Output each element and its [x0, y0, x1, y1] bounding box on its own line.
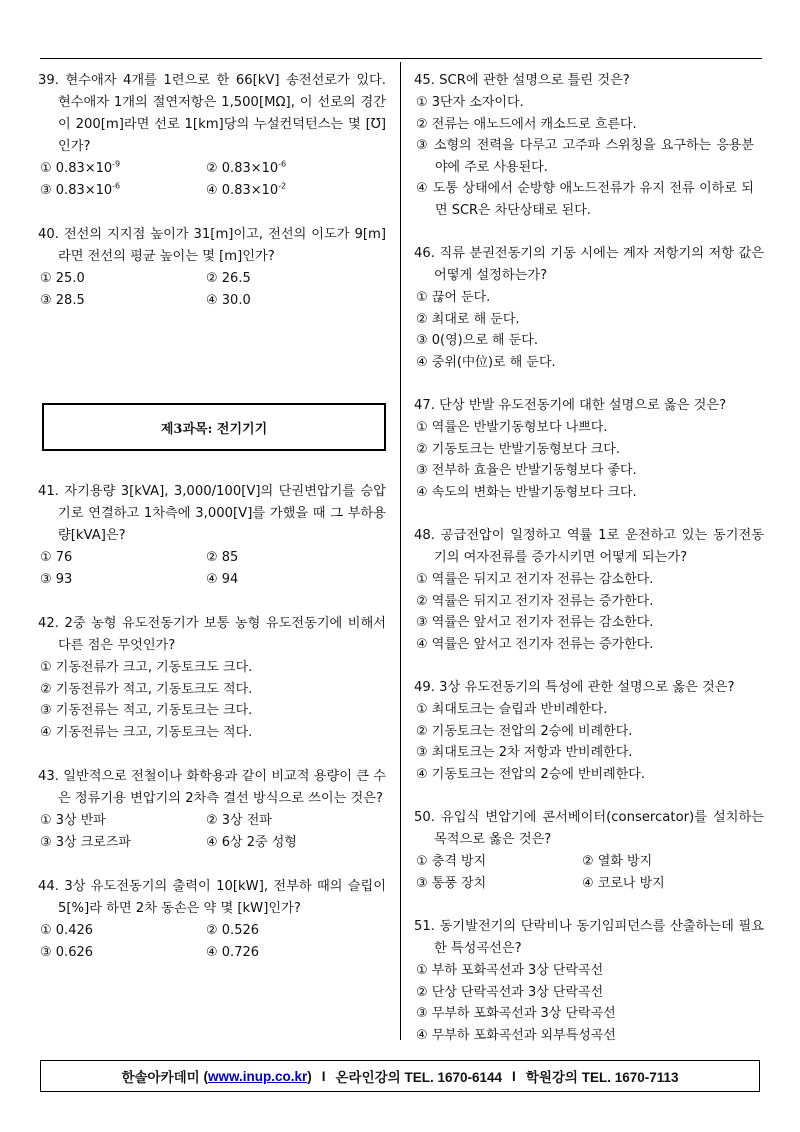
- question-51-option-3[interactable]: ③ 무부하 포화곡선과 3상 단락곡선: [416, 1006, 616, 1021]
- option-exponent: -2: [278, 181, 287, 191]
- question-42-option-4[interactable]: ④ 기동전류는 크고, 기동토크는 적다.: [40, 724, 253, 740]
- question-39-stem: 39. 현수애자 4개를 1련으로 한 66[kV] 송전선로가 있다. 현수애자 1개의 절연저항은 1,500[MΩ], 이 선로의 경간이 200[m]라면 선로 1[km]당의 누설컨덕턴스는 몇 [Ʊ]인가?: [38, 73, 386, 154]
- footer-url-link[interactable]: www.inup.co.kr: [207, 1068, 308, 1084]
- question-45-option-4[interactable]: ④ 도통 상태에서 순방향 애노드전류가 유지 전류 이하로 되면 SCR은 차단상태로 된다.: [416, 181, 754, 218]
- question-48-option-1[interactable]: ① 역률은 뒤지고 전기자 전류는 감소한다.: [416, 572, 654, 587]
- question-50-option-4[interactable]: ④ 코로나 방지: [582, 875, 665, 891]
- question-47-option-4[interactable]: ④ 속도의 변화는 반발기동형보다 크다.: [416, 484, 637, 500]
- question-49-stem: 49. 3상 유도전동기의 특성에 관한 설명으로 옳은 것은?: [414, 680, 735, 695]
- question-51-option-2[interactable]: ② 단상 단락곡선과 3상 단락곡선: [416, 984, 604, 1000]
- question-44-option-1[interactable]: ① 0.426: [40, 923, 94, 938]
- question-49: [414, 677, 764, 785]
- question-41-options-row2: [38, 569, 386, 591]
- question-43-stem: 43. 일반적으로 전철이나 화학용과 같이 비교적 용량이 큰 수은 정류기용 변압기의 2차측 결선 방식으로 쓰이는 것은?: [38, 769, 386, 806]
- question-47-option-3[interactable]: ③ 전부하 효율은 반발기동형보다 좋다.: [416, 463, 637, 478]
- question-47: [414, 395, 764, 503]
- option-base: ③ 0.83×10: [40, 182, 113, 198]
- question-39-options-row2: [38, 180, 386, 202]
- question-51-option-4[interactable]: ④ 무부하 포화곡선과 외부특성곡선: [416, 1027, 616, 1043]
- question-45-option-3[interactable]: ③ 소형의 전력을 다루고 고주파 스위칭을 요구하는 응용분야에 주로 사용된다.: [416, 138, 754, 175]
- question-39: [38, 70, 386, 201]
- footer-separator: I: [512, 1068, 516, 1084]
- footer-url-close-paren: ): [307, 1068, 312, 1084]
- question-47-option-1[interactable]: ① 역률은 반발기동형보다 나쁘다.: [416, 420, 608, 435]
- question-51-stem: 51. 동기발전기의 단락비나 동기임피던스를 산출하는데 필요한 특성곡선은?: [414, 919, 764, 956]
- question-44-stem: 44. 3상 유도전동기의 출력이 10[kW], 전부하 때의 슬립이 5[%]라 하면 2차 동손은 약 몇 [kW]인가?: [38, 879, 386, 916]
- question-41-option-1[interactable]: ① 76: [40, 550, 73, 565]
- question-43: [38, 766, 386, 853]
- question-41: [38, 481, 386, 590]
- question-48-option-2[interactable]: ② 역률은 뒤지고 전기자 전류는 증가한다.: [416, 593, 654, 609]
- question-49-option-2[interactable]: ② 기동토크는 전압의 2승에 비례한다.: [416, 723, 633, 739]
- question-39-option-4[interactable]: [206, 180, 386, 202]
- question-45: [414, 70, 764, 221]
- column-divider: [400, 62, 401, 1040]
- option-base: ① 0.83×10: [40, 161, 113, 176]
- question-49-option-4[interactable]: ④ 기동토크는 전압의 2승에 반비례한다.: [416, 766, 645, 782]
- question-46: [414, 243, 764, 373]
- question-51: [414, 916, 764, 1046]
- question-50-stem: 50. 유입식 변압기에 콘서베이터(consercator)를 설치하는 목적으로 옳은 것은?: [414, 810, 764, 847]
- question-43-option-1[interactable]: ① 3상 반파: [40, 813, 106, 828]
- question-43-option-2[interactable]: ② 3상 전파: [206, 813, 272, 828]
- question-40-option-4[interactable]: ④ 30.0: [206, 292, 251, 308]
- section-title: 제3과목: 전기기기: [160, 421, 268, 437]
- question-40-option-2[interactable]: ② 26.5: [206, 271, 251, 286]
- question-45-option-1[interactable]: ① 3단자 소자이다.: [416, 95, 524, 110]
- question-43-option-3[interactable]: ③ 3상 크로즈파: [40, 834, 131, 850]
- question-41-option-4[interactable]: ④ 94: [206, 571, 239, 587]
- question-44-option-4[interactable]: ④ 0.726: [206, 944, 260, 960]
- question-43-options-row2: [38, 832, 386, 854]
- question-46-option-3[interactable]: ③ 0(영)으로 해 둔다.: [416, 333, 538, 348]
- question-44-option-2[interactable]: ② 0.526: [206, 923, 260, 938]
- question-40-options-row1: [38, 268, 386, 290]
- question-49-option-1[interactable]: ① 최대토크는 슬립과 반비례한다.: [416, 702, 608, 717]
- footer-offline-phone: 학원강의 TEL. 1670-7113: [525, 1070, 679, 1085]
- question-40-option-1[interactable]: ① 25.0: [40, 271, 85, 286]
- question-43-option-4[interactable]: ④ 6상 2중 성형: [206, 834, 297, 850]
- question-42-stem: 42. 2중 농형 유도전동기가 보통 농형 유도전동기에 비해서 다른 점은 무엇인가?: [38, 616, 386, 653]
- question-50-options-row2: [414, 873, 764, 895]
- question-42-option-3[interactable]: ③ 기동전류는 적고, 기동토크는 크다.: [40, 703, 253, 718]
- question-49-option-3[interactable]: ③ 최대토크는 2차 저항과 반비례한다.: [416, 745, 633, 760]
- left-column: [38, 70, 386, 963]
- question-41-option-2[interactable]: ② 85: [206, 550, 239, 565]
- question-47-stem: 47. 단상 반발 유도전동기에 대한 설명으로 옳은 것은?: [414, 398, 727, 413]
- option-base: ④ 0.83×10: [206, 182, 279, 198]
- question-44: [38, 876, 386, 963]
- top-rule: [40, 58, 762, 59]
- question-42-option-1[interactable]: ① 기동전류가 크고, 기동토크도 크다.: [40, 660, 253, 675]
- question-46-option-1[interactable]: ① 끊어 둔다.: [416, 290, 491, 305]
- option-exponent: -6: [112, 181, 121, 191]
- question-45-stem: 45. SCR에 관한 설명으로 틀린 것은?: [414, 73, 630, 88]
- option-exponent: -9: [112, 159, 121, 169]
- footer-separator: I: [321, 1068, 326, 1084]
- footer-academy-name: 한솔아카데미: [121, 1070, 200, 1085]
- question-42: [38, 613, 386, 743]
- section-title-box: [42, 403, 386, 451]
- question-41-options-row1: [38, 547, 386, 569]
- question-40-options-row2: [38, 290, 386, 312]
- footer-online-phone: 온라인강의 TEL. 1670-6144: [335, 1070, 503, 1085]
- question-39-option-3[interactable]: [38, 180, 206, 202]
- right-column: [414, 70, 764, 1046]
- question-44-options-row1: [38, 920, 386, 942]
- question-43-options-row1: [38, 810, 386, 832]
- question-45-option-2[interactable]: ② 전류는 애노드에서 캐소드로 흐른다.: [416, 116, 637, 132]
- question-46-stem: 46. 직류 분권전동기의 기동 시에는 계자 저항기의 저항 값은 어떻게 설정하는가?: [414, 246, 764, 283]
- option-exponent: -6: [278, 159, 287, 169]
- question-48-stem: 48. 공급전압이 일정하고 역률 1로 운전하고 있는 동기전동기의 여자전류를 증가시키면 어떻게 되는가?: [414, 528, 764, 565]
- question-48-option-3[interactable]: ③ 역률은 앞서고 전기자 전류는 감소한다.: [416, 615, 654, 630]
- question-46-option-4[interactable]: ④ 중위(中位)로 해 둔다.: [416, 354, 556, 370]
- question-48: [414, 525, 764, 655]
- question-50-options-row1: [414, 851, 764, 873]
- question-44-options-row2: [38, 942, 386, 964]
- option-base: ② 0.83×10: [206, 161, 279, 176]
- question-41-stem: 41. 자기용량 3[kVA], 3,000/100[V]의 단권변압기를 승압기로 연결하고 1차측에 3,000[V]를 가했을 때 그 부하용량[kVA]은?: [38, 484, 386, 543]
- question-50-option-3[interactable]: ③ 통풍 장치: [416, 875, 487, 891]
- question-44-option-3[interactable]: ③ 0.626: [40, 944, 94, 960]
- question-40: [38, 224, 386, 311]
- question-50-option-1[interactable]: ① 충격 방지: [416, 854, 487, 869]
- question-50-option-2[interactable]: ② 열화 방지: [582, 854, 653, 869]
- question-50: [414, 807, 764, 894]
- question-46-option-2[interactable]: ② 최대로 해 둔다.: [416, 311, 520, 327]
- footer-url-open-paren: (: [199, 1068, 208, 1084]
- question-41-option-3[interactable]: ③ 93: [40, 571, 73, 587]
- footer-banner: [40, 1060, 760, 1092]
- question-39-option-2[interactable]: [206, 158, 386, 180]
- question-39-option-1[interactable]: [38, 158, 206, 180]
- question-42-option-2[interactable]: ② 기동전류가 적고, 기동토크도 적다.: [40, 681, 253, 697]
- question-47-option-2[interactable]: ② 기동토크는 반발기동형보다 크다.: [416, 441, 620, 457]
- question-51-option-1[interactable]: ① 부하 포화곡선과 3상 단락곡선: [416, 963, 604, 978]
- question-40-option-3[interactable]: ③ 28.5: [40, 292, 85, 308]
- question-39-options-row1: [38, 158, 386, 180]
- question-40-stem: 40. 전선의 지지점 높이가 31[m]이고, 전선의 이도가 9[m]라면 전선의 평균 높이는 몇 [m]인가?: [38, 227, 386, 264]
- question-48-option-4[interactable]: ④ 역률은 앞서고 전기자 전류는 증가한다.: [416, 636, 654, 652]
